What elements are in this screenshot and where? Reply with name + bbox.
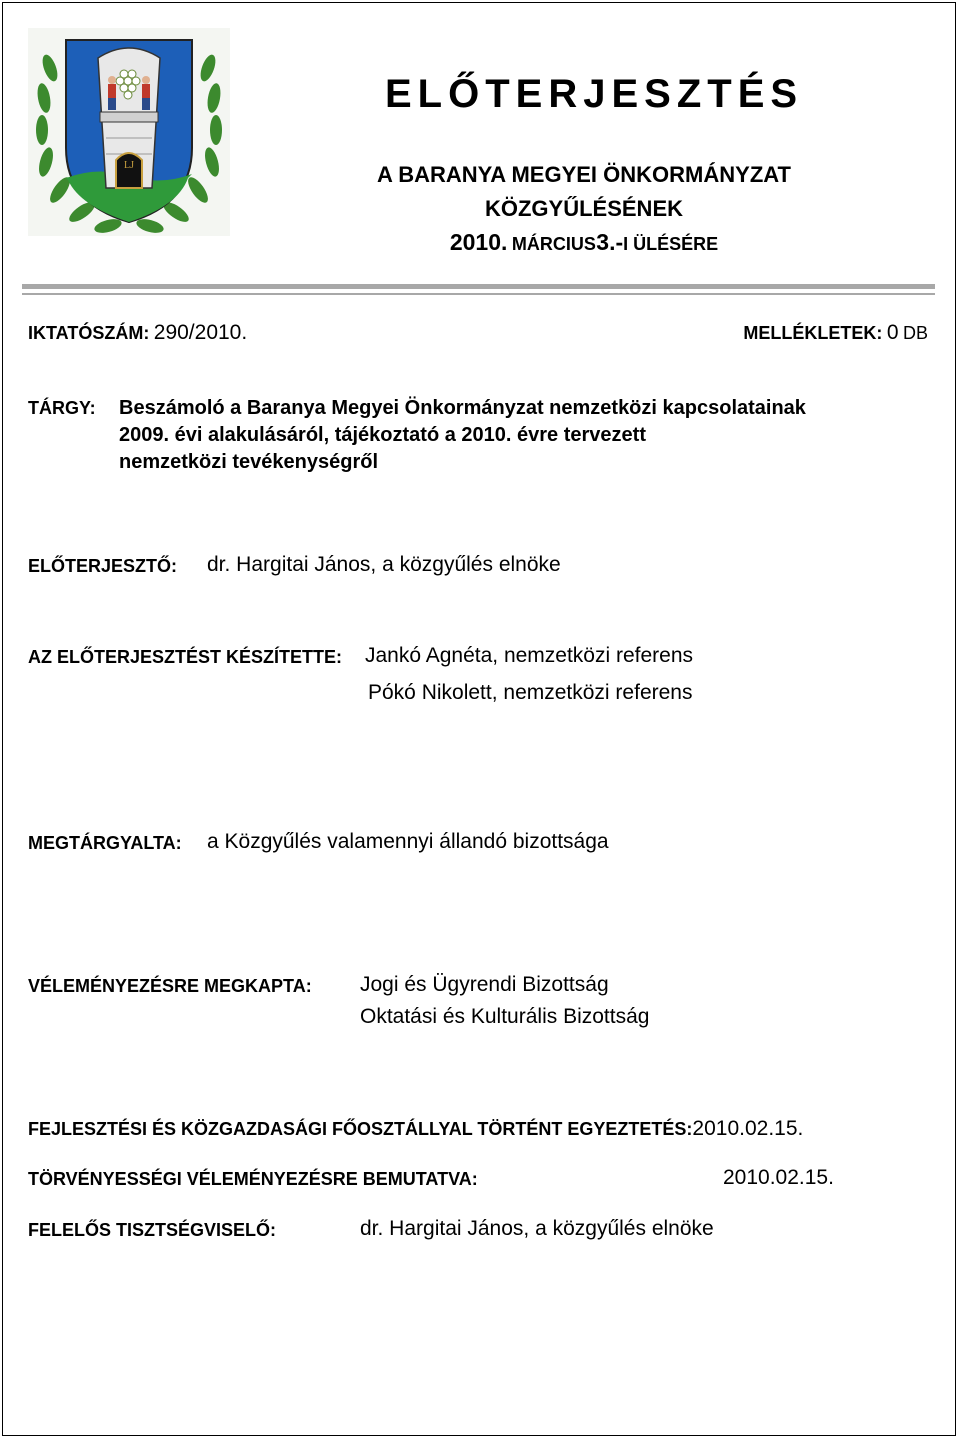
document-title: ELŐTERJESZTÉS xyxy=(385,72,804,116)
header-line-3: 2010. MÁRCIUS 3.-I ÜLÉSÉRE xyxy=(449,229,719,255)
megtargyalta-label: MEGTÁRGYALTA: xyxy=(28,833,182,853)
targy-value: Beszámoló a Baranya Megyei Önkormányzat nemzetközi kapcsolatainak 2009. évi alakulásáról, tájékoztató a 2010. évre tervezett nemzetközi tevékenységről xyxy=(119,397,806,473)
targy-label: TÁRGY: xyxy=(28,398,96,418)
egyeztetes-row: FEJLESZTÉSI ÉS KÖZGAZDASÁGI FŐOSZTÁLLYAL TÖRTÉNT EGYEZTETÉS:2010.02.15. xyxy=(28,1117,804,1140)
torvenyessegi-label: TÖRVÉNYESSÉGI VÉLEMÉNYEZÉSRE BEMUTATVA: xyxy=(28,1169,478,1189)
mellekletek-row: MELLÉKLETEK: 0 DB xyxy=(743,321,928,344)
eloterjeszto-label: ELŐTERJESZTŐ: xyxy=(28,556,178,576)
velemenyezesre-value-1: Jogi és Ügyrendi Bizottság xyxy=(360,973,609,996)
megtargyalta-value: a Közgyűlés valamennyi állandó bizottsága xyxy=(207,830,609,853)
keszitette-value-2: Pókó Nikolett, nemzetközi referens xyxy=(368,681,693,704)
header-line-1: A BARANYA MEGYEI ÖNKORMÁNYZAT xyxy=(377,162,791,187)
header-divider-top xyxy=(22,284,935,289)
iktatoszam-row: IKTATÓSZÁM: 290/2010. xyxy=(28,321,248,344)
svg-text:LJ: LJ xyxy=(124,160,134,171)
felelos-value: dr. Hargitai János, a közgyűlés elnöke xyxy=(360,1217,714,1240)
velemenyezesre-label: VÉLEMÉNYEZÉSRE MEGKAPTA: xyxy=(28,976,312,996)
velemenyezesre-value-2: Oktatási és Kulturális Bizottság xyxy=(360,1005,650,1028)
keszitette-label: AZ ELŐTERJESZTÉST KÉSZÍTETTE: xyxy=(28,647,343,667)
torvenyessegi-value: 2010.02.15. xyxy=(723,1166,834,1189)
keszitette-value-1: Jankó Agnéta, nemzetközi referens xyxy=(365,644,694,667)
header-divider-bottom xyxy=(22,293,935,295)
felelos-label: FELELŐS TISZTSÉGVISELŐ: xyxy=(28,1220,277,1240)
coat-of-arms-icon xyxy=(28,28,230,236)
eloterjeszto-value: dr. Hargitai János, a közgyűlés elnöke xyxy=(207,553,561,576)
header-line-2: KÖZGYŰLÉSÉNEK xyxy=(484,196,684,221)
